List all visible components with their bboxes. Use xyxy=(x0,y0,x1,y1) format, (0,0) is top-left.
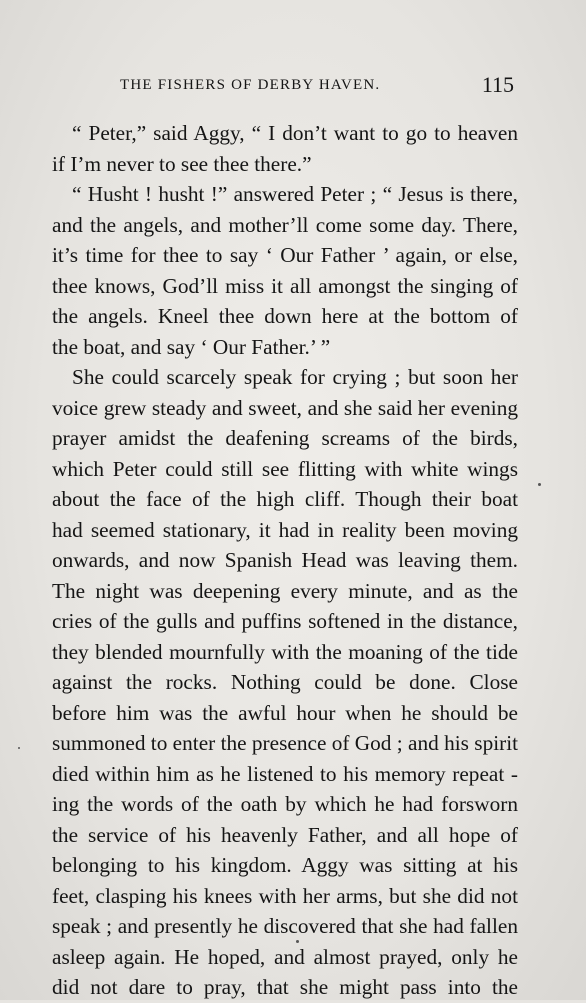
text-line: cries of the gulls and puffins softened in the distance, xyxy=(52,609,518,633)
text-line: ing the words of the oath by which he had forsworn xyxy=(52,792,518,816)
paper-speck xyxy=(296,940,299,943)
text-line: thee knows, God’ll miss it all amongst the singing of xyxy=(52,273,518,298)
text-line: died within him as he listened to his memory repeat - xyxy=(52,761,518,786)
text-line: feet, clasping his knees with her arms, but she did not xyxy=(52,883,518,908)
text-line: which Peter could still see flitting with white wings xyxy=(52,456,518,481)
text-line: against the rocks. Nothing could be done. Close xyxy=(52,670,518,694)
text-line: asleep again. He hoped, and almost prayed, only he xyxy=(52,944,518,969)
text-line: the angels. Kneel thee down here at the bottom of xyxy=(52,304,518,328)
page-header xyxy=(52,74,518,104)
text-line: they blended mournfully with the moaning of the tide xyxy=(52,639,518,664)
text-line: it’s time for thee to say ‘ Our Father ’ again, or else, xyxy=(52,243,518,267)
text-line: She could scarcely speak for crying ; but soon her xyxy=(72,365,518,389)
text-line: the boat, and say ‘ Our Father.’ ” xyxy=(52,334,331,359)
text-line: before him was the awful hour when he should be xyxy=(52,700,518,725)
text-line: had seemed stationary, it had in reality been moving xyxy=(52,517,518,542)
text-line: and the angels, and mother’ll come some day. There, xyxy=(52,212,518,237)
text-line: speak ; and presently he discovered that she had fallen xyxy=(52,914,518,938)
body-text xyxy=(52,118,518,1003)
text-line: onwards, and now Spanish Head was leaving them. xyxy=(52,548,518,572)
page-number: 115 xyxy=(481,72,514,97)
running-title: THE FISHERS OF DERBY HAVEN. xyxy=(120,77,381,93)
text-line: The night was deepening every minute, and as the xyxy=(52,578,518,603)
text-line: “ Husht ! husht !” answered Peter ; “ Jesus is there, xyxy=(72,182,518,206)
text-line: about the face of the high cliff. Though their boat xyxy=(52,487,518,511)
text-line: the service of his heavenly Father, and all hope of xyxy=(52,822,518,847)
text-line: voice grew steady and sweet, and she said her evening xyxy=(52,395,518,420)
text-line: “ Peter,” said Aggy, “ I don’t want to go to heaven xyxy=(72,121,518,145)
paper-speck xyxy=(18,747,20,749)
text-line: did not dare to pray, that she might pass into the xyxy=(52,975,518,999)
text-line: if I’m never to see thee there.” xyxy=(52,151,312,176)
paper-speck xyxy=(538,483,541,486)
text-line: summoned to enter the presence of God ; and his spirit xyxy=(52,731,519,755)
text-line: belonging to his kingdom. Aggy was sitting at his xyxy=(52,853,518,877)
text-line: prayer amidst the deafening screams of the birds, xyxy=(52,426,518,450)
